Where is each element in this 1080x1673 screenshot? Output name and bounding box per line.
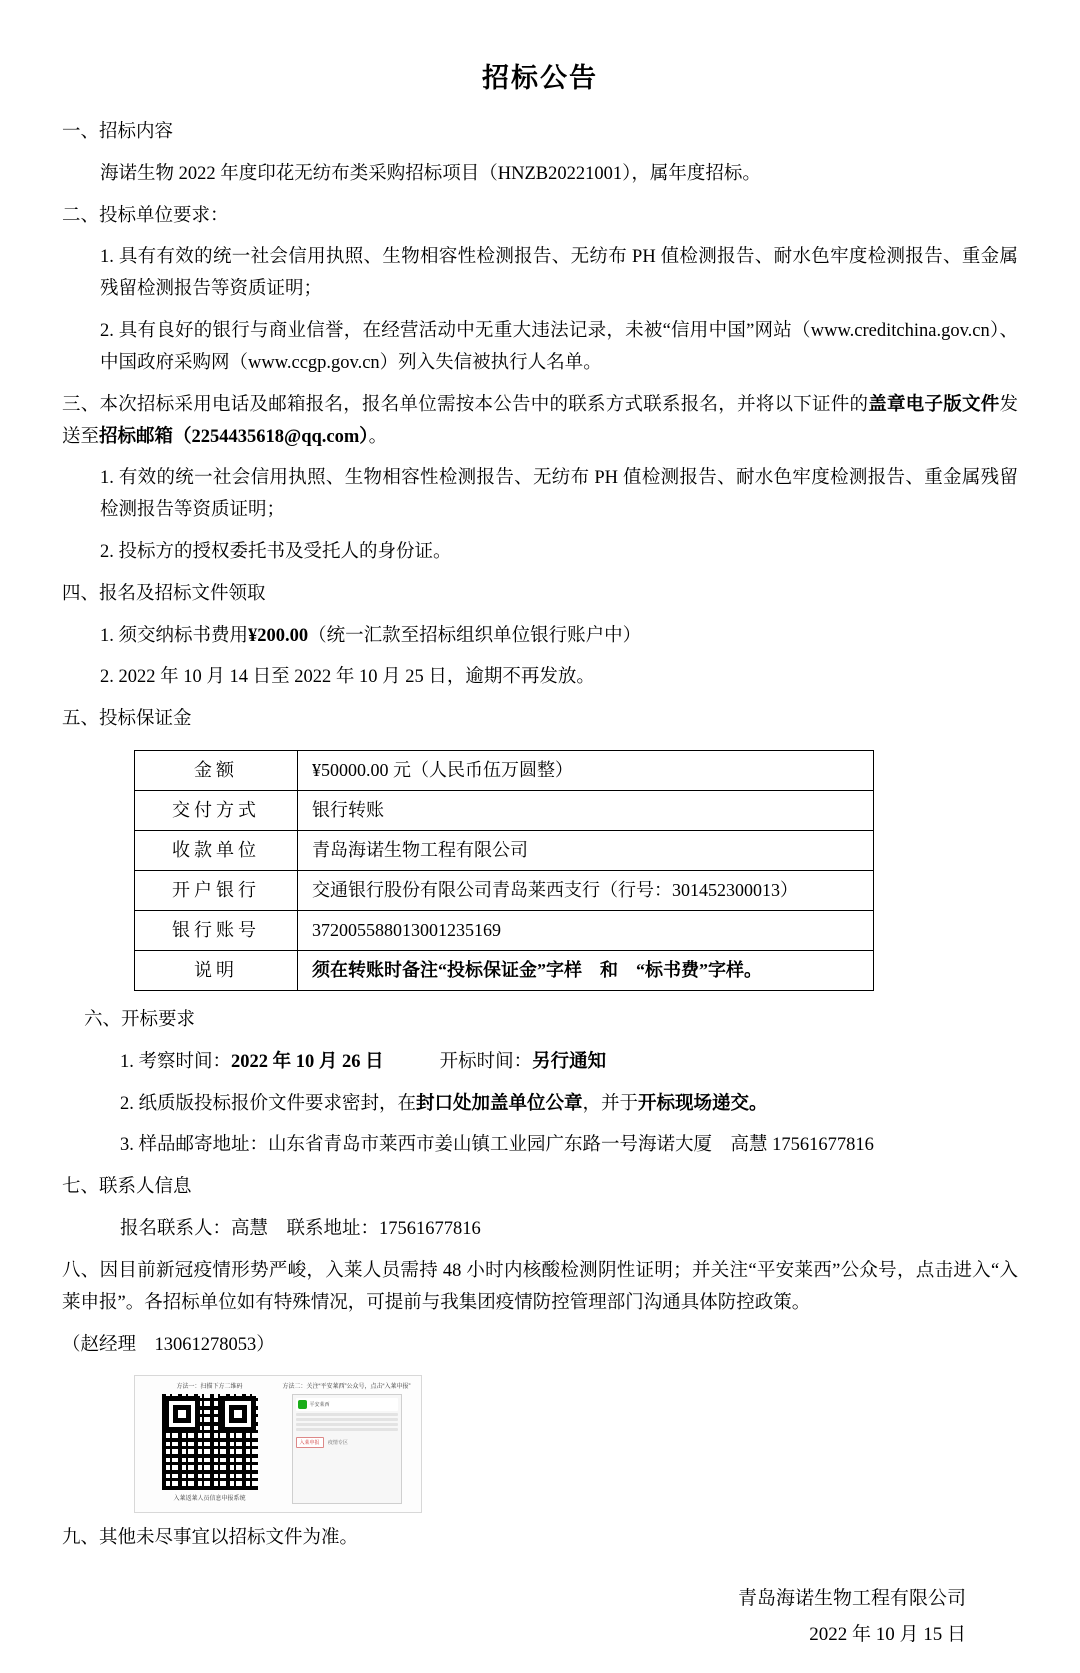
enter-lai-declare-button[interactable]: 入莱申报 bbox=[296, 1437, 324, 1448]
section-7-heading: 七、联系人信息 bbox=[62, 1177, 192, 1198]
section-4-item-1-pre: 1. 须交纳标书费用 bbox=[100, 625, 249, 646]
section-2-item-1: 1. 具有有效的统一社会信用执照、生物相容性检测报告、无纺布 PH 值检测报告、耐水色牢度检测报告、重金属残留检测报告等资质证明； bbox=[100, 247, 1018, 300]
deposit-row-value: 须在转账时备注“投标保证金”字样 和 “标书费”字样。 bbox=[298, 951, 874, 991]
wechat-avatar-icon bbox=[298, 1400, 307, 1409]
deposit-row-label: 收款单位 bbox=[135, 831, 298, 871]
section-5-heading: 五、投标保证金 bbox=[62, 709, 192, 730]
table-row bbox=[135, 831, 874, 871]
section-3-bold-email: 招标邮箱（2254435618@qq.com） bbox=[99, 426, 369, 447]
signature-company: 青岛海诺生物工程有限公司 bbox=[737, 1587, 966, 1609]
section-6-item-2 bbox=[120, 1089, 1018, 1121]
deposit-row-value: 交通银行股份有限公司青岛莱西支行（行号：301452300013） bbox=[298, 871, 874, 911]
deposit-row-label: 开户银行 bbox=[135, 871, 298, 911]
bid-open-time-value: 另行通知 bbox=[532, 1051, 607, 1072]
placeholder-line bbox=[296, 1423, 398, 1426]
section-3-text-mid: 发送至 bbox=[62, 394, 1018, 447]
wechat-screenshot-mock bbox=[292, 1394, 402, 1504]
seal-requirement: 封口处加盖单位公章 bbox=[416, 1093, 583, 1114]
qr-method-one-bottom-caption: 入莱返莱人员信息申报系统 bbox=[173, 1496, 246, 1503]
page-title: 招标公告 bbox=[482, 63, 598, 93]
table-row bbox=[135, 911, 874, 951]
section-8-contact: （赵经理 13061278053） bbox=[62, 1334, 275, 1355]
qr-code-image bbox=[162, 1394, 258, 1490]
deposit-row-value: 银行转账 bbox=[298, 791, 874, 831]
section-9-body: 九、其他未尽事宜以招标文件为准。 bbox=[62, 1528, 359, 1549]
deposit-table bbox=[134, 750, 874, 991]
deposit-row-label: 交付方式 bbox=[135, 791, 298, 831]
placeholder-line bbox=[296, 1428, 398, 1431]
deposit-row-label: 金额 bbox=[135, 751, 298, 791]
wechat-account-name: 平安莱西 bbox=[309, 1402, 330, 1409]
section-3-heading bbox=[62, 390, 1018, 454]
deposit-row-value: 青岛海诺生物工程有限公司 bbox=[298, 831, 874, 871]
placeholder-line bbox=[296, 1418, 398, 1421]
section-2-heading: 二、投标单位要求： bbox=[62, 205, 229, 226]
table-row bbox=[135, 751, 874, 791]
section-6-item-3: 3. 样品邮寄地址：山东省青岛市莱西市姜山镇工业园广东路一号海诺大厦 高慧 17561677816 bbox=[120, 1135, 874, 1156]
deposit-row-value: 372005588013001235169 bbox=[298, 911, 874, 951]
signature-date: 2022 年 10 月 15 日 bbox=[809, 1624, 966, 1646]
table-row bbox=[135, 951, 874, 991]
deposit-table-body bbox=[135, 751, 874, 991]
section-2-item-2: 2. 具有良好的银行与商业信誉，在经营活动中无重大违法记录，未被“信用中国”网站（www.creditchina.gov.cn）、中国政府采购网（www.ccgp.gov.cn）列入失信被执行人名单。 bbox=[100, 321, 1018, 373]
section-3-text-tail: 。 bbox=[368, 426, 388, 447]
onsite-submission: 开标现场递交。 bbox=[638, 1093, 768, 1114]
section-4-item-1-tail: （统一汇款至招标组织单位银行账户中） bbox=[308, 625, 642, 646]
section-8-body: 八、因目前新冠疫情形势严峻，入莱人员需持 48 小时内核酸检测阴性证明；并关注“平安莱西”公众号，点击进入“入莱申报”。各招标单位如有特殊情况，可提前与我集团疫情防控管理部门沟通具体防控政策。 bbox=[62, 1260, 1018, 1313]
qr-method-two bbox=[278, 1382, 415, 1506]
qr-figure bbox=[134, 1375, 434, 1513]
section-7-contact: 报名联系人：高慧 联系地址：17561677816 bbox=[120, 1219, 481, 1240]
epidemic-zone-button[interactable]: 疫情专区 bbox=[327, 1440, 348, 1447]
tender-fee-amount: ¥200.00 bbox=[248, 625, 309, 646]
section-6-item-2-pre: 2. 纸质版投标报价文件要求密封，在 bbox=[120, 1093, 417, 1114]
inspection-time-label: 1. 考察时间： bbox=[120, 1051, 232, 1072]
wechat-account-row bbox=[296, 1398, 398, 1411]
qr-method-one-caption: 方法一：扫描下方二维码 bbox=[176, 1384, 243, 1391]
section-1-heading: 一、招标内容 bbox=[62, 122, 174, 142]
qr-method-two-caption: 方法二：关注“平安莱西”公众号，点击“入莱申报” bbox=[282, 1384, 411, 1391]
section-4-item-2: 2. 2022 年 10 月 14 日至 2022 年 10 月 25 日，逾期不再发放。 bbox=[100, 667, 595, 688]
section-3-item-1: 1. 有效的统一社会信用执照、生物相容性检测报告、无纺布 PH 值检测报告、耐水色牢度检测报告、重金属残留检测报告等资质证明； bbox=[100, 468, 1018, 521]
section-3-bold-stamp: 盖章电子版文件 bbox=[868, 394, 1000, 415]
signature-block bbox=[62, 1581, 1018, 1653]
section-1-body: 海诺生物 2022 年度印花无纺布类采购招标项目（HNZB20221001），属年度招标。 bbox=[100, 163, 761, 184]
deposit-row-label: 说明 bbox=[135, 951, 298, 991]
qr-figure-box bbox=[134, 1375, 422, 1513]
table-row bbox=[135, 871, 874, 911]
bid-open-time-label: 开标时间： bbox=[439, 1051, 533, 1072]
section-6-item-2-mid: ，并于 bbox=[582, 1093, 639, 1114]
section-6-item-1 bbox=[120, 1047, 1018, 1079]
section-3-item-2: 2. 投标方的授权委托书及受托人的身份证。 bbox=[100, 541, 452, 562]
section-6-heading: 六、开标要求 bbox=[84, 1010, 196, 1030]
deposit-row-value: ¥50000.00 元（人民币伍万圆整） bbox=[298, 751, 874, 791]
table-row bbox=[135, 791, 874, 831]
section-4-item-1 bbox=[100, 621, 1018, 653]
inspection-date: 2022 年 10 月 26 日 bbox=[231, 1051, 384, 1072]
placeholder-line bbox=[296, 1413, 398, 1416]
section-3-text-pre: 三、本次招标采用电话及邮箱报名，报名单位需按本公告中的联系方式联系报名，并将以下证件的 bbox=[62, 394, 869, 415]
section-4-heading: 四、报名及招标文件领取 bbox=[62, 583, 266, 604]
qr-method-one bbox=[141, 1382, 278, 1506]
deposit-row-label: 银行账号 bbox=[135, 911, 298, 951]
